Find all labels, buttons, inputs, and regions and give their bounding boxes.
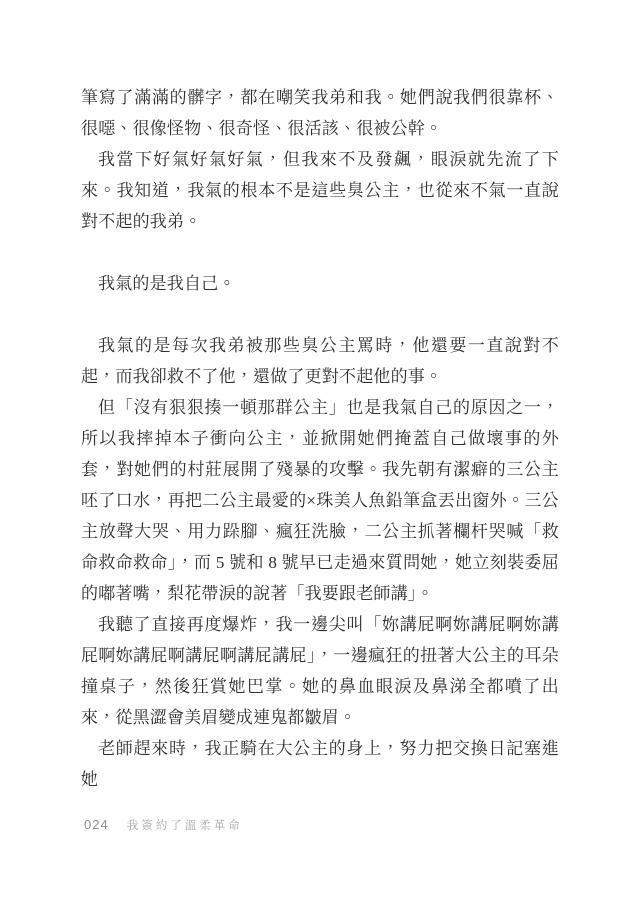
running-title: 我簽約了溫柔革命 <box>126 818 243 832</box>
paragraph-standalone-line: 我氣的是我自己。 <box>98 274 236 293</box>
paragraph: 老師趕來時，我正騎在大公主的身上，努力把交換日記塞進她 <box>81 739 559 789</box>
paragraph: 我當下好氣好氣好氣，但我來不及發飆，眼淚就先流了下來。我知道，我氣的根本不是這些臭公主，也從來不氣一直說對不起的我弟。 <box>81 150 559 231</box>
paragraph: 我氣的是每次我弟被那些臭公主罵時，他還要一直說對不起，而我卻救不了他，還做了更對不起他的事。 <box>81 336 559 386</box>
paragraph: 但「沒有狠狠揍一頓那群公主」也是我氣自己的原因之一，所以我摔掉本子衝向公主，並掀開她們掩蓋自己做壞事的外套，對她們的村莊展開了殘暴的攻擊。我先朝有潔癖的三公主呸了口水，再把二公主最愛的×珠美人魚鉛筆盒丟出窗外。三公主放聲大哭、用力跺腳、瘋狂洗臉，二公主抓著欄杆哭喊「救命救命救命」，而 5 號和 8 號早已走過來質問她，她立刻裝委屈的嘟著嘴，梨花帶淚的說著「我要跟老師講」。 <box>81 398 559 603</box>
page-number: 024 <box>84 817 109 832</box>
paragraph: 筆寫了滿滿的髒字，都在嘲笑我弟和我。她們說我們很靠杯、很噁、很像怪物、很奇怪、很活該、很被公幹。 <box>81 88 559 138</box>
page-body <box>81 82 559 795</box>
paragraph: 我聽了直接再度爆炸，我一邊尖叫「妳講屁啊妳講屁啊妳講屁啊妳講屁啊講屁啊講屁講屁」，一邊瘋狂的扭著大公主的耳朵撞桌子，然後狂賞她巴掌。她的鼻血眼淚及鼻涕全都噴了出來，從黑澀會美眉變成連鬼都皺眉。 <box>81 615 559 727</box>
page-footer <box>84 817 243 833</box>
